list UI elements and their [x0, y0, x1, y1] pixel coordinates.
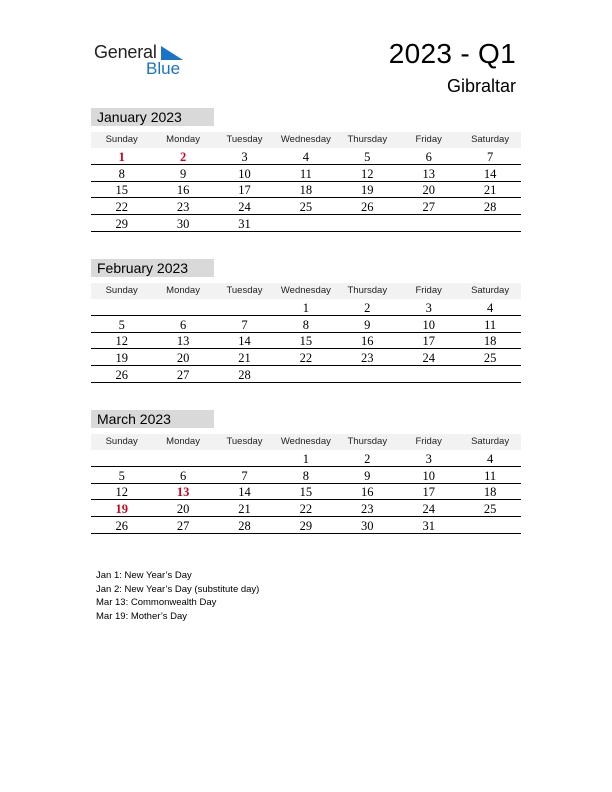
day-cell: 23 [176, 200, 190, 215]
holiday-date: 1 [118, 150, 125, 164]
day-cell: 11 [299, 166, 312, 181]
day-cell: 9 [364, 317, 371, 332]
weekday-header [91, 283, 521, 299]
day-cell: 25 [483, 502, 497, 517]
day-cell: 7 [241, 317, 248, 332]
day-cell: 15 [299, 334, 313, 349]
week-row [91, 451, 521, 467]
day-cell: 28 [238, 367, 251, 382]
day-cell: 31 [238, 216, 251, 231]
day-cell: 26 [361, 200, 374, 215]
day-cell: 14 [238, 334, 251, 349]
weekday-label: Saturday [471, 436, 510, 447]
day-cell: 1 [302, 301, 309, 315]
day-cell: 30 [176, 216, 190, 231]
holiday-note: Mar 19: Mother’s Day [96, 610, 187, 622]
blue-triangle-icon [161, 46, 183, 60]
day-cell: 7 [241, 468, 248, 483]
day-cell: 25 [299, 200, 313, 215]
day-cell: 27 [422, 200, 435, 215]
brand-logo [94, 42, 194, 78]
day-cell: 17 [422, 334, 435, 349]
day-cell: 26 [115, 518, 128, 533]
day-cell: 7 [486, 150, 494, 164]
week-row [91, 501, 521, 517]
weekday-label: Sunday [105, 134, 138, 145]
day-cell: 12 [361, 166, 374, 181]
weekday-header [91, 434, 521, 450]
day-cell: 22 [115, 200, 128, 215]
week-row [91, 333, 521, 349]
day-cell: 21 [483, 183, 497, 198]
week-row [91, 484, 521, 500]
day-cell: 22 [299, 502, 313, 517]
day-cell: 2 [364, 301, 371, 315]
day-cell: 3 [425, 452, 432, 466]
day-cell: 17 [422, 485, 435, 500]
day-cell: 6 [425, 150, 432, 164]
day-cell: 5 [364, 150, 371, 164]
weekday-header [91, 132, 521, 148]
weekday-label: Friday [415, 134, 442, 145]
day-cell: 20 [176, 502, 190, 517]
weekday-label: Tuesday [226, 436, 263, 447]
day-cell: 16 [361, 334, 374, 349]
day-cell: 15 [299, 485, 313, 500]
day-cell: 24 [422, 502, 435, 517]
day-cell: 18 [483, 485, 497, 500]
day-cell: 27 [176, 518, 190, 533]
day-cell: 9 [179, 166, 187, 181]
holiday-date: 13 [176, 485, 190, 500]
day-cell: 13 [176, 334, 190, 349]
brand-blue-text: Blue [146, 59, 181, 78]
day-cell: 15 [115, 183, 128, 198]
day-cell: 16 [361, 485, 374, 500]
day-cell: 22 [299, 351, 313, 366]
day-cell: 8 [302, 317, 309, 332]
week-row [91, 518, 521, 534]
week-row [91, 199, 521, 215]
weekday-label: Wednesday [280, 436, 331, 447]
day-cell: 2 [364, 452, 371, 466]
day-cell: 20 [422, 183, 435, 198]
day-cell: 10 [238, 166, 251, 181]
day-cell: 4 [486, 301, 494, 315]
day-cell: 9 [364, 468, 371, 483]
day-cell: 5 [118, 317, 125, 332]
day-cell: 8 [118, 166, 125, 181]
day-cell: 14 [483, 166, 497, 181]
day-cell: 19 [115, 351, 128, 366]
day-cell: 8 [302, 468, 309, 483]
day-cell: 28 [238, 518, 251, 533]
day-cell: 10 [422, 468, 435, 483]
day-cell: 18 [299, 183, 313, 198]
holiday-date: 2 [179, 150, 187, 164]
day-cell: 12 [115, 485, 128, 500]
day-cell: 20 [176, 351, 190, 366]
day-cell: 6 [179, 317, 187, 332]
day-cell: 25 [483, 351, 497, 366]
month-name: March 2023 [91, 410, 214, 428]
weekday-label: Monday [166, 285, 200, 296]
day-cell: 3 [425, 301, 432, 315]
day-cell: 1 [302, 452, 309, 466]
month-name: February 2023 [91, 259, 214, 277]
day-cell: 10 [422, 317, 435, 332]
day-cell: 16 [176, 183, 190, 198]
brand-general-text: General [94, 42, 157, 62]
weekday-label: Wednesday [280, 285, 331, 296]
week-row [91, 300, 521, 316]
week-row [91, 468, 521, 484]
holiday-date: 19 [115, 502, 128, 517]
weekday-label: Sunday [105, 285, 138, 296]
holiday-note: Mar 13: Commonwealth Day [96, 597, 217, 608]
day-cell: 13 [422, 166, 435, 181]
day-cell: 6 [179, 468, 187, 483]
week-row [91, 166, 521, 182]
month-name: January 2023 [91, 108, 214, 126]
day-cell: 11 [484, 317, 497, 332]
day-cell: 3 [241, 150, 248, 164]
weekday-label: Monday [166, 134, 200, 145]
day-cell: 29 [115, 216, 128, 231]
day-cell: 4 [486, 452, 494, 466]
day-cell: 11 [484, 468, 497, 483]
day-cell: 18 [483, 334, 497, 349]
weekday-label: Friday [415, 436, 442, 447]
day-cell: 21 [238, 351, 251, 366]
day-cell: 31 [422, 518, 435, 533]
weekday-label: Saturday [471, 285, 510, 296]
day-cell: 24 [422, 351, 435, 366]
day-cell: 4 [302, 150, 309, 164]
weekday-label: Thursday [347, 436, 388, 447]
page-title: 2023 - Q1 [388, 38, 516, 69]
country-name: Gibraltar [446, 76, 516, 96]
week-row [91, 317, 521, 333]
day-cell: 30 [361, 518, 374, 533]
weekday-label: Saturday [471, 134, 510, 145]
day-cell: 12 [115, 334, 128, 349]
weekday-label: Wednesday [280, 134, 331, 145]
day-cell: 5 [118, 468, 125, 483]
week-row [91, 216, 521, 232]
holiday-notes [96, 569, 259, 623]
weekday-label: Monday [166, 436, 200, 447]
weekday-label: Sunday [105, 436, 138, 447]
day-cell: 23 [361, 502, 374, 517]
holiday-note: Jan 1: New Year’s Day [96, 570, 192, 581]
day-cell: 27 [176, 367, 190, 382]
holiday-note: Jan 2: New Year’s Day (substitute day) [96, 583, 260, 595]
week-row [91, 367, 521, 383]
week-row [91, 182, 521, 198]
day-cell: 17 [238, 183, 251, 198]
day-cell: 21 [238, 502, 251, 517]
day-cell: 14 [238, 485, 251, 500]
day-cell: 28 [483, 200, 497, 215]
day-cell: 23 [361, 351, 374, 366]
weekday-label: Thursday [347, 134, 388, 145]
week-row [91, 350, 521, 366]
day-cell: 24 [238, 200, 251, 215]
weekday-label: Friday [415, 285, 442, 296]
weekday-label: Thursday [347, 285, 388, 296]
day-cell: 26 [115, 367, 128, 382]
weekday-label: Tuesday [226, 134, 263, 145]
weekday-label: Tuesday [226, 285, 263, 296]
day-cell: 19 [361, 183, 374, 198]
week-row [91, 149, 521, 165]
day-cell: 29 [299, 518, 313, 533]
